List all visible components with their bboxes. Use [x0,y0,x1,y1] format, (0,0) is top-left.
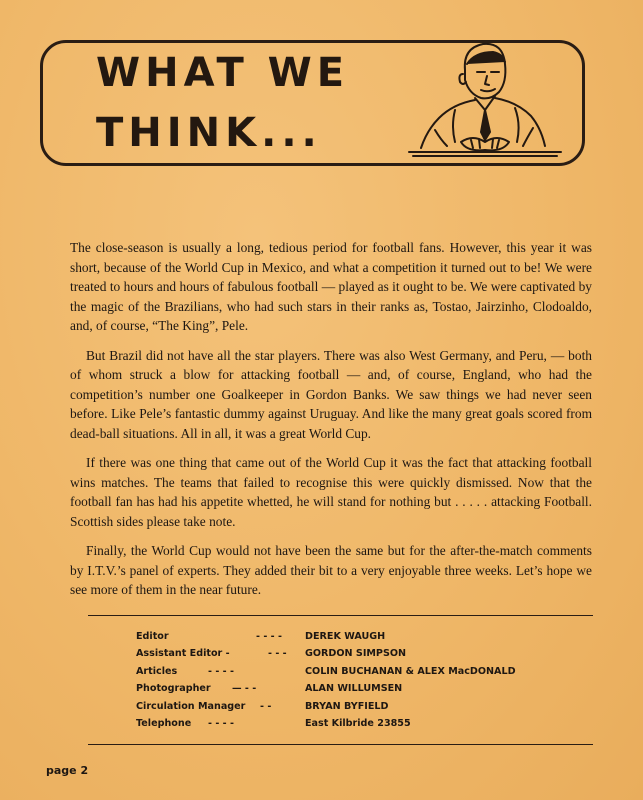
staff-row-photographer [136,683,606,700]
staff-name: COLIN BUCHANAN & ALEX MacDONALD [305,665,516,677]
staff-leader: - - - - [208,717,234,729]
page-title-line-2: THINK... [96,110,322,156]
staff-name: GORDON SIMPSON [305,648,407,660]
staff-leader: - - [260,700,272,712]
staff-row-circulation-manager [136,701,606,718]
paragraph-2: But Brazil did not have all the star players. There was also West Germany, and Peru, — both of whom struck a blow for attacking football — and, of course, England, who had the competition’s number one Goalkeeper in Gordon Banks. We saw things we had never seen before. Like Pele’s fantastic dummy against Uruguay. And like the many great goals scored from dead-ball situations. All in all, it was a great World Cup. [70,347,592,441]
staff-leader: - - - [268,648,287,660]
staff-row-articles [136,666,606,683]
staff-leader: — - - [232,683,257,695]
staff-name: DEREK WAUGH [305,631,386,642]
staff-role: Circulation Manager [136,700,246,712]
editorial-text [70,238,592,610]
staff-role: Assistant Editor - [136,648,230,660]
staff-credits [136,631,606,735]
paragraph-1: The close-season is usually a long, tedious period for football fans. However, this year it was short, because of the World Cup in Mexico, and what a competition it turned out to be! We were treated to hours and hours of fabulous football — played as it ought to be. We were captivated by the magic of the Brazilians, who had such stars in their ranks as, Tostao, Jairzinho, Clodoaldo, and, of course, “The King”, Pele. [70,240,592,333]
staff-role: Telephone [136,717,192,729]
man-at-desk-icon [395,30,570,170]
divider-bottom [88,744,593,745]
staff-name: ALAN WILLUMSEN [305,683,403,695]
staff-row-assistant-editor [136,648,606,665]
staff-leader: - - - - [208,665,234,677]
page-title-line-1: WHAT WE [96,50,350,96]
staff-row-telephone [136,718,606,735]
paragraph-3: If there was one thing that came out of the World Cup it was the fact that attacking football wins matches. The teams that failed to recognise this were quickly dismissed. Now that the football fan has had his appetite whetted, he will stand for nothing but . . . . . attacking Football. Scottish sides please take note. [70,455,592,529]
staff-role: Editor [136,631,169,642]
staff-role: Articles [136,665,178,677]
staff-row-editor [136,631,606,648]
staff-leader: - - - - [256,631,282,642]
staff-name: BRYAN BYFIELD [305,700,389,712]
paragraph-4: Finally, the World Cup would not have been the same but for the after-the-match comments by I.T.V.’s panel of experts. They added their bit to a very enjoyable three weeks. Let’s hope we see more of them in the near future. [70,543,592,597]
staff-role: Photographer [136,683,211,695]
staff-name: East Kilbride 23855 [305,717,411,729]
page-number: page 2 [46,764,89,777]
divider-top [88,615,593,616]
